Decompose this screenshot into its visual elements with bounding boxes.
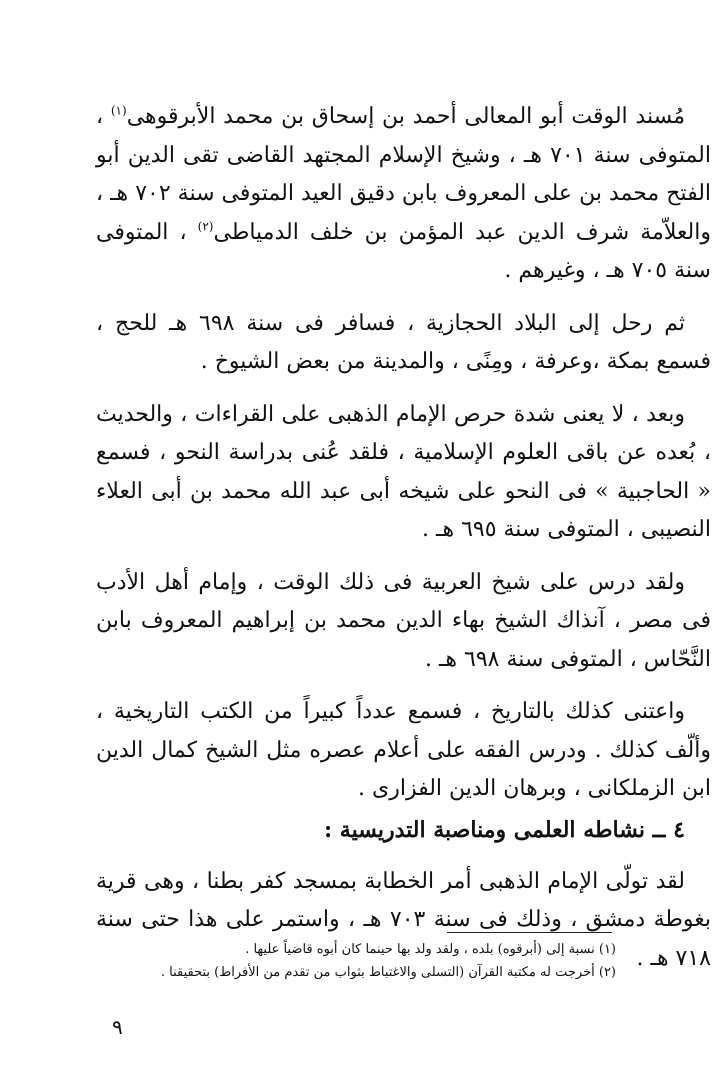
paragraph-3: وبعد ، لا يعنى شدة حرص الإمام الذهبى على القراءات ، والحديث ، بُعده عن باقى العلوم الإسلامية ، فلقد عُنى بدراسة النحو ، فسمع « الحاجبية » فى النحو على شيخه أبى عبد الله محمد بن أبى العلاء النصيبى ، المتوفى سنة ٦٩٥ هـ . bbox=[96, 401, 711, 542]
paragraph-5: واعتنى كذلك بالتاريخ ، فسمع عدداً كبيراً من الكتب التاريخية ، وألّف كذلك . ودرس الفقه على أعلام عصره مثل الشيخ كمال الدين ابن الزملكانى ، وبرهان الدين الفزارى . bbox=[96, 699, 711, 801]
footnote-divider bbox=[447, 932, 612, 933]
paragraph-1 bbox=[96, 98, 711, 291]
footnote-ref-2: (٢) bbox=[197, 219, 214, 234]
paragraph-6: لقد تولّى الإمام الذهبى أمر الخطابة بمسجد كفر بطنا ، وهى قرية بغوطة دمشق ، وذلك فى سنة ٧٠٣ هـ ، واستمر على هذا حتى سنة ٧١٨ هـ . bbox=[96, 868, 712, 971]
footnote-1: (١) نسبة إلى (أبرقوه) بلده ، ولقد ولد بها حينما كان أبوه قاضياً عليها . bbox=[245, 942, 616, 957]
section-heading: ٤ ــ نشاطه العلمى ومناصبة التدريسية : bbox=[324, 816, 685, 843]
paragraph-1-start: مُسند الوقت أبو المعالى أحمد بن إسحاق بن محمد الأبرقوهى bbox=[126, 104, 686, 129]
footnote-ref-1: (١) bbox=[110, 103, 127, 118]
paragraph-4: ولقد درس على شيخ العربية فى ذلك الوقت ، وإمام أهل الأدب فى مصر ، آنذاك الشيخ بهاء الدين محمد بن إبراهيم المعروف بابن النَّحّاس ، المتوفى سنة ٦٩٨ هـ . bbox=[96, 569, 711, 672]
page-number: ٩ bbox=[112, 1015, 123, 1039]
paragraph-2: ثم رحل إلى البلاد الحجازية ، فسافر فى سنة ٦٩٨ هـ للحج ، فسمع بمكة ،وعرفة ، ومِنًى ، والمدينة من بعض الشيوخ . bbox=[96, 310, 711, 374]
footnotes bbox=[96, 938, 616, 984]
paragraph-1-end: ، المتوفى سنة ٧٠٥ هـ ، وغيرهم . bbox=[96, 219, 711, 283]
footnote-2: (٢) أخرجت له مكتبة القرآن (التسلى والاغتباط بثواب من تقدم من الأفراط) بتحقيقنا . bbox=[160, 965, 616, 980]
paragraph-1-middle: ، المتوفى سنة ٧٠١ هـ ، وشيخ الإسلام المجتهد القاضى تقى الدين أبو الفتح محمد بن على المعروف بابن دقيق العيد المتوفى سنة ٧٠٢ هـ ، والعلاّمة شرف الدين عبد المؤمن بن خلف الدمياطى bbox=[96, 104, 712, 245]
main-text bbox=[96, 98, 711, 992]
